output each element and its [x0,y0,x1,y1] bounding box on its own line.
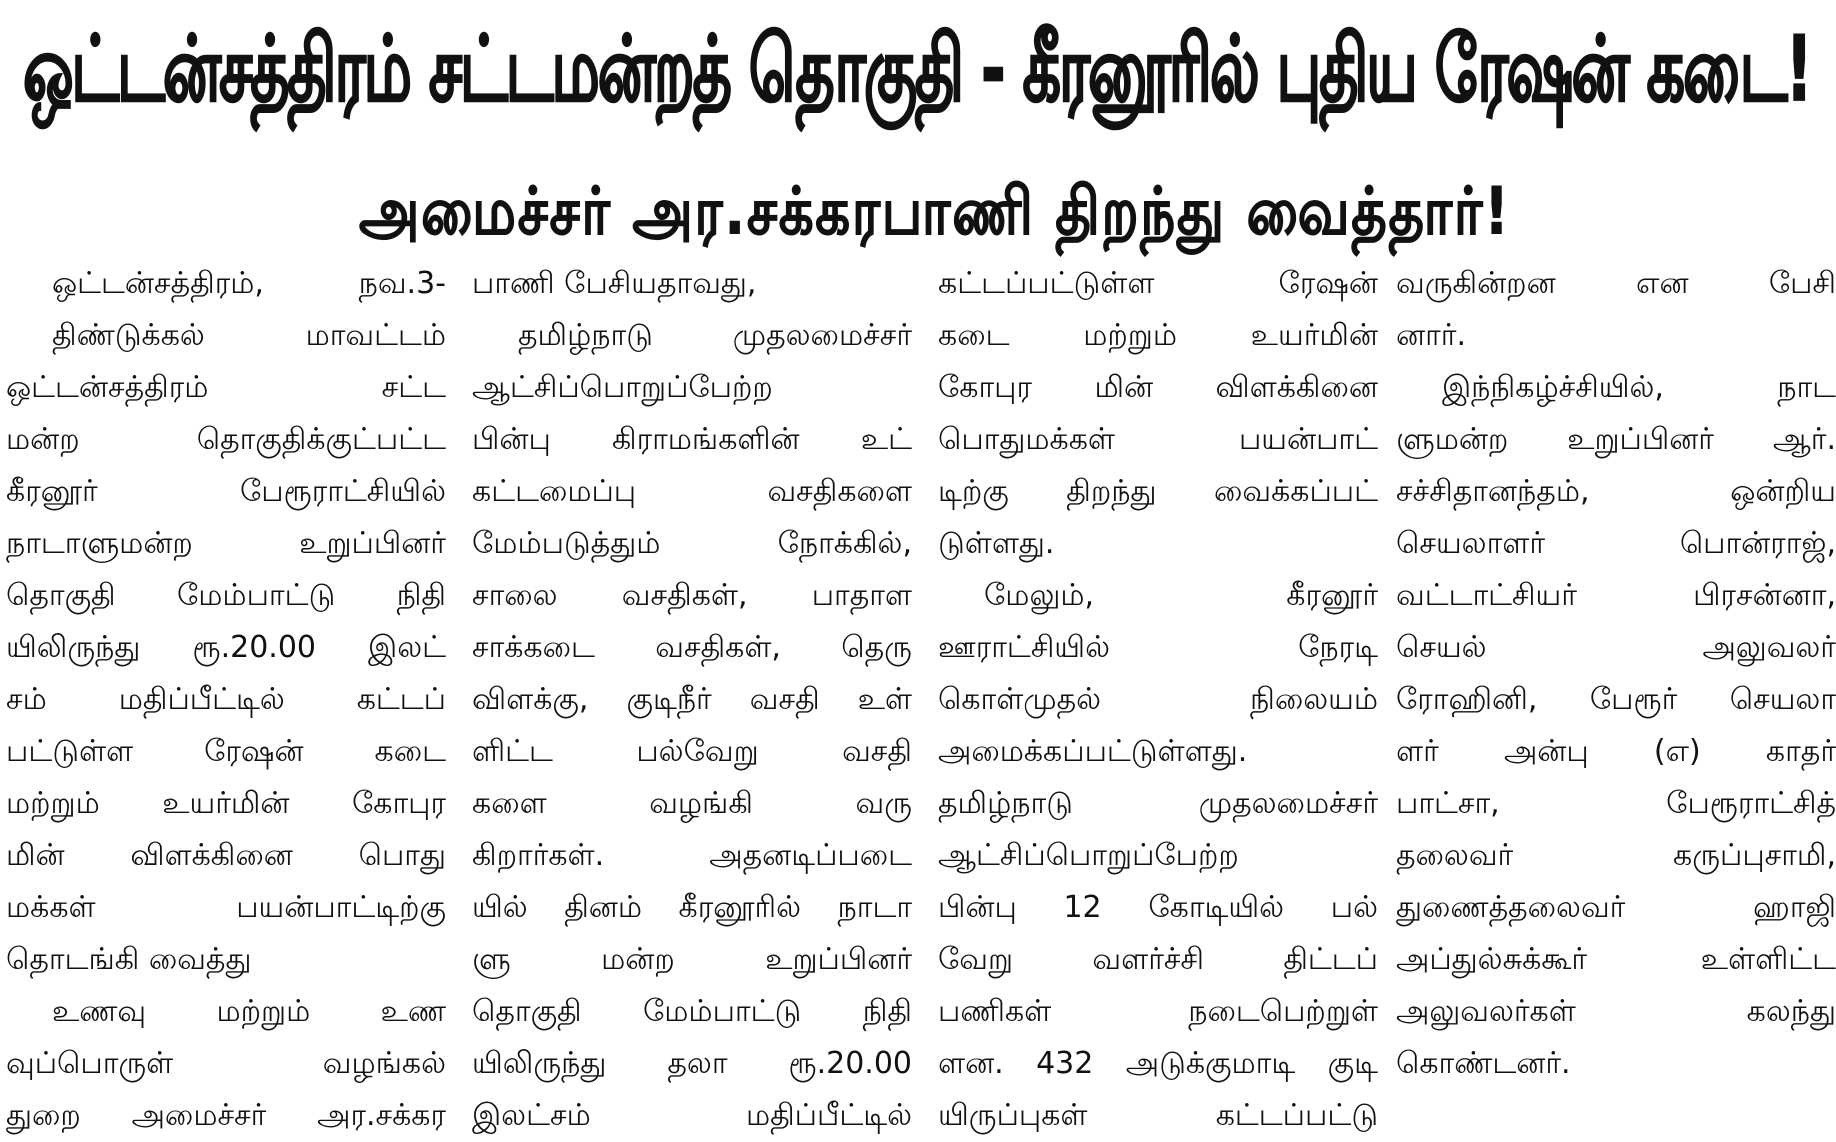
article-line: தலைவர் கருப்புசாமி, [1396,838,1836,873]
article-line: ளுமன்ற உறுப்பினர் ஆர். [1396,422,1836,457]
article-line: கொண்டனர். [1396,1046,1571,1081]
article-line: கிறார்கள். அதனடிப்படை [472,838,912,873]
article-line: சச்சிதானந்தம், ஒன்றிய [1396,474,1836,509]
article-column-1 [6,258,446,1133]
article-line: ஊராட்சியில் நேரடி [938,630,1378,665]
article-line: டிற்கு திறந்து வைக்கப்பட் [938,474,1378,509]
article-line: செயலாளர் பொன்ராஜ், [1396,526,1836,561]
headline: ஒட்டன்சத்திரம் சட்டமன்றத் தொகுதி - கீரனூரில் புதிய ரேஷன் கடை! [23,17,1811,123]
article-line: யிலிருந்து ரூ.20.00 இலட் [6,630,446,665]
article-line: ரோஹினி, பேரூர் செயலா [1396,682,1836,717]
article-line: கீரனூர் பேரூராட்சியில் [6,474,446,509]
article-line: ஒட்டன்சத்திரம், நவ.3- [52,266,446,301]
article-line: கோபுர மின் விளக்கினை [938,370,1378,405]
article-line: தொகுதி மேம்பாட்டு நிதி [6,578,446,613]
article-line: வுப்பொருள் வழங்கல் [6,1046,446,1081]
article-column-4 [1396,258,1836,1081]
article-line: வட்டாட்சியர் பிரசன்னா, [1396,578,1836,613]
article-line: ளன. 432 அடுக்குமாடி குடி [938,1046,1378,1081]
article-line: ளிட்ட பல்வேறு வசதி [472,734,912,769]
article-line: வேறு வளர்ச்சி திட்டப் [938,942,1378,977]
article-line: பின்பு 12 கோடியில் பல் [938,890,1378,925]
article-line: ஆட்சிப்பொறுப்பேற்ற [472,370,773,405]
article-line: களை வழங்கி வரு [472,786,912,821]
article-line: இந்நிகழ்ச்சியில், நாட [1442,370,1836,405]
article-line: சம் மதிப்பீட்டில் கட்டப் [6,682,446,717]
subheadline: அமைச்சர் அர.சக்கரபாணி திறந்து வைத்தார்! [359,173,1511,250]
article-line: அலுவலர்கள் கலந்து [1396,994,1836,1029]
article-column-2 [472,258,912,1133]
article-line: கட்டப்பட்டுள்ள ரேஷன் [938,266,1378,301]
article-line: கடை மற்றும் உயர்மின் [938,318,1378,353]
article-line: அப்துல்சுக்கூர் உள்ளிட்ட [1396,942,1836,977]
article-line: கட்டமைப்பு வசதிகளை [472,474,912,509]
article-line: தொடங்கி வைத்து [6,942,252,977]
article-line: வருகின்றன என பேசி [1396,266,1836,301]
article-line: பணிகள் நடைபெற்றுள் [938,994,1378,1029]
article-line: மேலும், கீரனூர் [984,578,1378,613]
article-line: டுள்ளது. [938,526,1055,561]
article-line: தமிழ்நாடு முதலமைச்சர் [938,786,1378,821]
article-line: இலட்சம் மதிப்பீட்டில் [472,1098,912,1133]
article-line: யில் தினம் கீரனூரில் நாடா [472,890,912,925]
article-line: மின் விளக்கினை பொது [6,838,446,873]
article-line: பட்டுள்ள ரேஷன் கடை [6,734,446,769]
article-line: நாடாளுமன்ற உறுப்பினர் [6,526,446,561]
article-line: தமிழ்நாடு முதலமைச்சர் [518,318,912,353]
article-line: துறை அமைச்சர் அர.சக்கர [6,1098,446,1133]
article-line: ளு மன்ற உறுப்பினர் [472,942,912,977]
article-line: திண்டுக்கல் மாவட்டம் [52,318,446,353]
article-line: பின்பு கிராமங்களின் உட் [472,422,912,457]
article-line: ளர் அன்பு (எ) காதர் [1396,734,1836,769]
article-line: மேம்படுத்தும் நோக்கில், [472,526,912,561]
article-line: பாணி பேசியதாவது, [472,266,757,301]
article-line: தொகுதி மேம்பாட்டு நிதி [472,994,912,1029]
article-line: விளக்கு, குடிநீர் வசதி உள் [472,682,912,717]
article-column-3 [938,258,1378,1133]
article-line: பாட்சா, பேரூராட்சித் [1396,786,1836,821]
article-line: உணவு மற்றும் உண [52,994,446,1029]
article-line: பொதுமக்கள் பயன்பாட் [938,422,1378,457]
article-line: மக்கள் பயன்பாட்டிற்கு [6,890,446,925]
article-line: யிலிருந்து தலா ரூ.20.00 [472,1046,912,1081]
article-line: ஆட்சிப்பொறுப்பேற்ற [938,838,1239,873]
article-line: மன்ற தொகுதிக்குட்பட்ட [6,422,446,457]
article-line: ஒட்டன்சத்திரம் சட்ட [6,370,446,405]
article-line: மற்றும் உயர்மின் கோபுர [6,786,446,821]
article-line: செயல் அலுவலர் [1396,630,1836,665]
article-line: னார். [1396,318,1466,353]
article-line: அமைக்கப்பட்டுள்ளது. [938,734,1248,769]
article-line: யிருப்புகள் கட்டப்பட்டு [938,1098,1378,1133]
article-line: துணைத்தலைவர் ஹாஜி [1396,890,1836,925]
article-line: சாலை வசதிகள், பாதாள [472,578,912,613]
article-line: சாக்கடை வசதிகள், தெரு [472,630,912,665]
article-line: கொள்முதல் நிலையம் [938,682,1378,717]
